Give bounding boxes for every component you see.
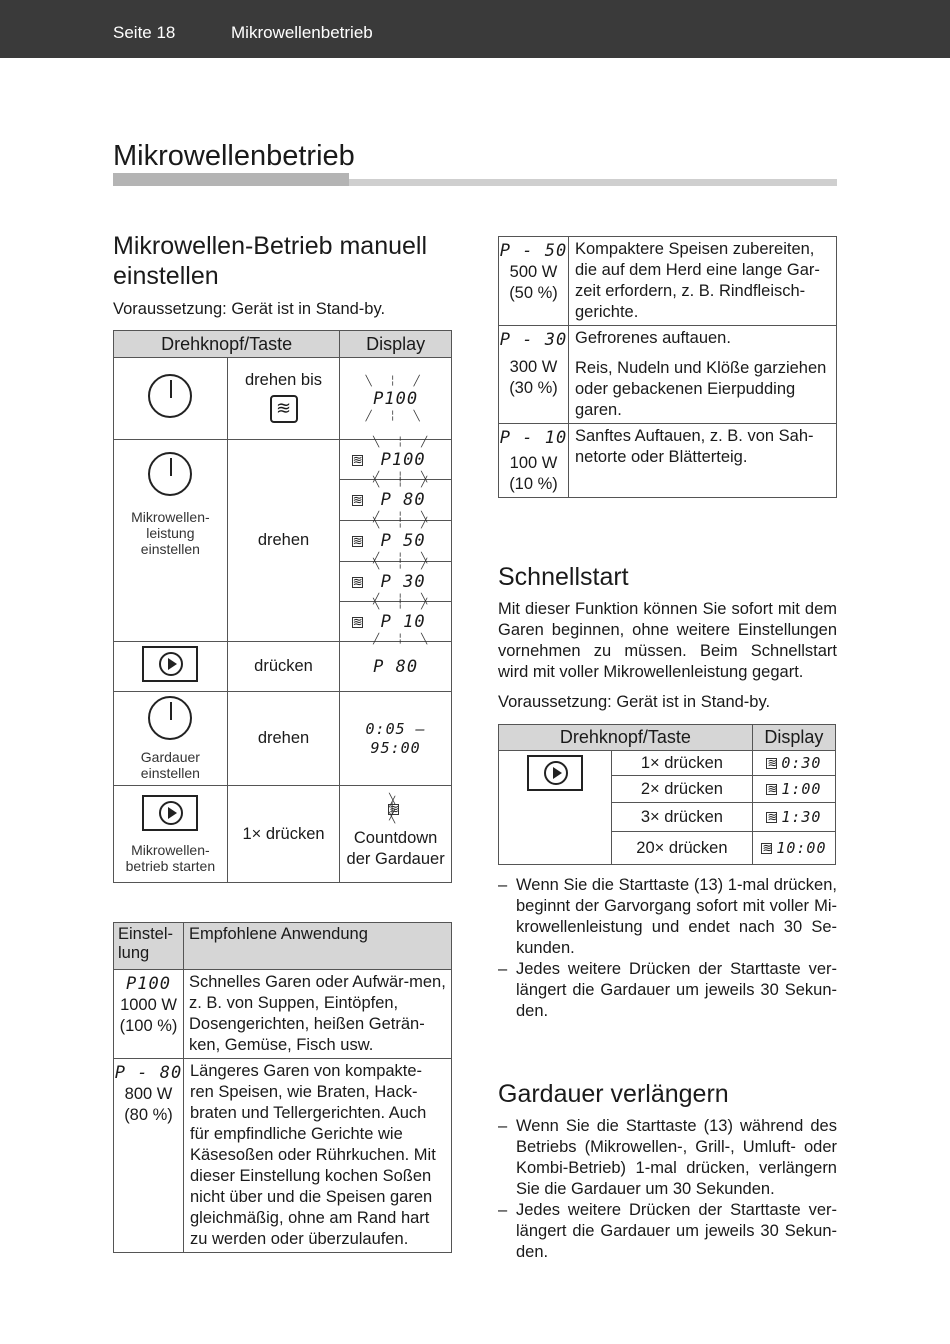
settings-col-setting: Einstel-lung	[114, 923, 184, 970]
quick-intro: Mit dieser Funktion können Sie sofort mit dem Garen beginnen, ohne weitere Einstellungen vornehmen zu müssen. Beim Schnellstart wird mit voller Mikrowellenleistung gegart.	[498, 600, 837, 681]
quick-col-knob: Drehknopf/Taste	[499, 725, 753, 751]
quick-display-4: ≋ 10:00	[752, 832, 835, 865]
rotary-knob-icon	[148, 696, 192, 740]
start-button-icon	[142, 646, 198, 682]
setting-p80: P - 80 800 W (80 %)	[114, 1059, 184, 1253]
row5-action: 1× drücken	[227, 786, 339, 883]
power-display-50: ≋╲ ╎ ╱ P 50 ╱ ╎ ╲	[340, 521, 452, 562]
start-button-icon	[527, 755, 583, 791]
section-name: Mikrowellenbetrieb	[231, 23, 373, 42]
title-underline	[113, 173, 837, 186]
knob-diagram	[114, 358, 228, 440]
power-display-30: ≋╲ ╎ ╱ P 30 ╱ ╎ ╲	[340, 562, 452, 602]
extend-heading: Gardauer verlängern	[498, 1080, 729, 1108]
quick-table	[498, 724, 836, 865]
quick-display-1: ≋ 0:30	[752, 751, 835, 776]
settings-col-usage: Empfohlene Anwendung	[184, 923, 452, 970]
row4-display: 0:05 – 95:00	[340, 692, 452, 786]
manual-prereq: Voraussetzung: Gerät ist in Stand-by.	[113, 300, 386, 318]
quick-notes	[498, 875, 837, 1022]
row5-label: Mikrowellen-betrieb starten	[114, 786, 228, 883]
power-display-10: ≋╲ ╎ ╱ P 10 ╱ ╎ ╲	[340, 602, 452, 642]
usage-p10: Sanftes Auftauen, z. B. von Sah-netorte oder Blätterteig.	[569, 424, 837, 498]
quick-action-2: 2× drücken	[612, 776, 753, 803]
manual-table	[113, 330, 452, 883]
page-header	[0, 0, 950, 58]
row2-action: drehen	[227, 440, 339, 642]
row2-label: Mikrowellen-leistung einstellen	[114, 440, 228, 642]
extend-notes	[498, 1116, 837, 1263]
power-display-80: ≋╲ ╎ ╱ P 80 ╱ ╎ ╲	[340, 480, 452, 521]
quick-note-2: – Jedes weitere Drücken der Starttaste ver-längert die Gardauer um jeweils 30 Sekun-den.	[498, 959, 837, 1022]
setting-p50: P - 50 500 W (50 %)	[499, 237, 569, 326]
quick-action-1: 1× drücken	[612, 751, 753, 776]
power-display-100: ≋╲ ╎ ╱ P100 ╱ ╎ ╲	[340, 440, 452, 480]
rotary-knob-icon	[148, 374, 192, 418]
quick-start-button-cell	[499, 751, 612, 865]
quick-action-4: 20× drücken	[612, 832, 753, 865]
row3-display: P 80	[340, 642, 452, 692]
quick-action-3: 3× drücken	[612, 803, 753, 832]
quick-heading: Schnellstart	[498, 563, 629, 591]
row4-action: drehen	[227, 692, 339, 786]
setting-p100: P100 1000 W (100 %)	[114, 970, 184, 1059]
page-title: Mikrowellenbetrieb	[113, 140, 355, 172]
manual-col-knob: Drehknopf/Taste	[114, 331, 340, 358]
usage-p80: Längeres Garen von kompakte-ren Speisen, wie Braten, Hack-braten und Tellergerichten. Auch für empfindliche Gerichte wie Käsesoßen oder Rührkuchen. Mit dieser Einstellung kochen Soßen nicht über und die Speisen garen gleichmäßig, ohne am Rand hart zu werden oder überzulaufen.	[184, 1059, 452, 1253]
quick-display-3: ≋ 1:30	[752, 803, 835, 832]
quick-col-display: Display	[752, 725, 835, 751]
manual-col-display: Display	[340, 331, 452, 358]
manual-heading: Mikrowellen-Betrieb manuell einstellen	[113, 232, 428, 290]
quick-prereq: Voraussetzung: Gerät ist in Stand-by.	[498, 693, 771, 711]
settings-table-continued	[498, 236, 837, 498]
quick-note-1: – Wenn Sie die Starttaste (13) 1-mal drücken, beginnt der Garvorgang sofort mit voller Mi-krowellenleistung und endet nach 30 Se-kunden.	[498, 875, 837, 959]
usage-p50: Kompaktere Speisen zubereiten, die auf dem Herd eine lange Gar-zeit erfordern, z. B. Rindfleisch-gerichte.	[569, 237, 837, 326]
rotary-knob-icon	[148, 452, 192, 496]
settings-table	[113, 922, 452, 1253]
microwave-icon: ≋	[270, 395, 298, 423]
microwave-icon: ╲ ╎ ╱ ≋ ╱ ╎ ╲	[388, 804, 399, 815]
usage-p100: Schnelles Garen oder Aufwär-men, z. B. von Suppen, Eintöpfen, Dosengerichten, heißen Geträn-ken, Gemüse, Fisch usw.	[184, 970, 452, 1059]
setting-p10: P - 10 100 W (10 %)	[499, 424, 569, 498]
row5-display: ╲ ╎ ╱ ≋ ╱ ╎ ╲ Countdown der Gardauer	[340, 786, 452, 883]
row3-action: drücken	[227, 642, 339, 692]
start-button-icon	[142, 795, 198, 831]
row1-display: ╲ ╎ ╱ P100 ╱ ╎ ╲	[340, 358, 452, 440]
start-button-cell	[114, 642, 228, 692]
page-number: Seite 18	[113, 23, 176, 42]
row4-label: Gardauer einstellen	[114, 692, 228, 786]
extend-note-2: – Jedes weitere Drücken der Starttaste ver-längert die Gardauer um jeweils 30 Sekun-den.	[498, 1200, 837, 1263]
extend-note-1: – Wenn Sie die Starttaste (13) während des Betriebs (Mikrowellen-, Grill-, Umluft- oder Kombi-Betrieb) 1-mal drücken, verlängern Sie die Gardauer um 30 Sekunden.	[498, 1116, 837, 1200]
usage-p30: Gefrorenes auftauen. Reis, Nudeln und Klöße garziehen oder gebackenen Eierpudding garen.	[569, 326, 837, 424]
row1-action: drehen bis ≋	[227, 358, 339, 440]
quick-display-2: ≋ 1:00	[752, 776, 835, 803]
setting-p30: P - 30 300 W (30 %)	[499, 326, 569, 424]
